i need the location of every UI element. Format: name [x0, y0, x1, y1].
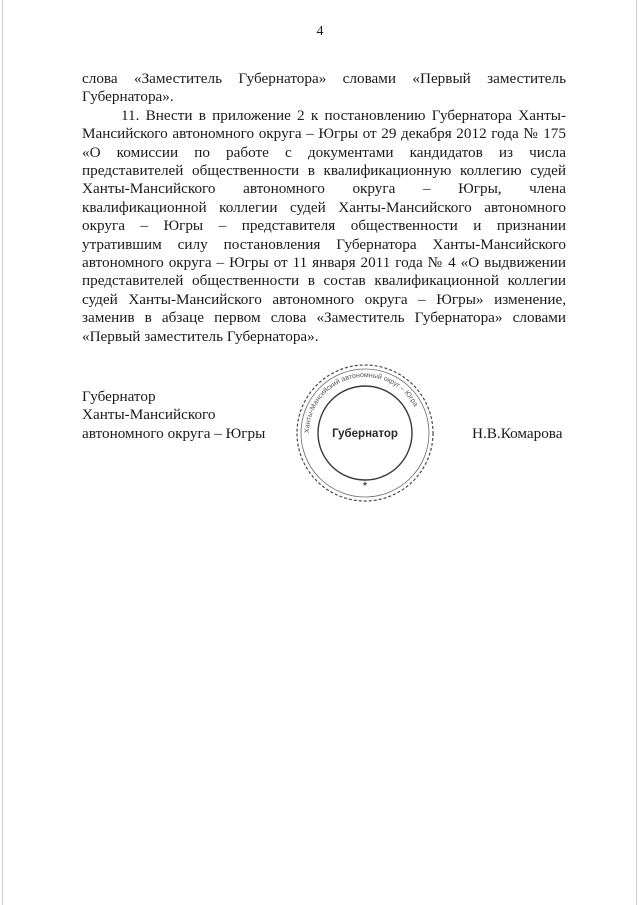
document-body — [82, 70, 566, 346]
seal-ring-text: Ханты-Мансийский автономный округ – Югра — [303, 371, 419, 434]
official-seal — [294, 362, 436, 504]
seal-star-icon: ★ — [361, 480, 369, 488]
signature-title-line: Губернатор — [82, 388, 156, 405]
signature-title — [82, 388, 265, 443]
scan-edge-left — [2, 0, 3, 905]
seal-center-text: Губернатор — [332, 428, 398, 440]
paragraph-item-11: 11. Внести в приложение 2 к постановлению Губернатора Ханты-Мансийского автономного округа – Югры от 29 декабря 2012 года № 175 «О комиссии по работе с документами кандидатов из числа представителей общественности в квалификационную коллегию судей Ханты-Мансийского автономного округа – Югры, члена квалификационной коллегии судей Ханты-Мансийского автономного округа – Югры – представителя общественности и признании утратившим силу постановления Губернатора Ханты-Мансийского автономного округа – Югры от 11 января 2011 года № 4 «О выдвижении представителей общественности в состав квалификационной коллегии судей Ханты-Мансийского автономного округа – Югры» изменение, заменив в абзаце первом слова «Заместитель Губернатора» словами «Первый заместитель Губернатора». — [82, 106, 566, 345]
signature-title-line: Ханты-Мансийского — [82, 406, 216, 424]
paragraph-continuation: слова «Заместитель Губернатора» словами «Первый заместитель Губернатора». — [82, 70, 566, 106]
signature-title-line: автономного округа – Югры — [82, 424, 266, 442]
scan-edge-right — [636, 0, 637, 905]
page-number: 4 — [316, 24, 324, 39]
signer-name: Н.В.Комарова — [472, 425, 563, 442]
